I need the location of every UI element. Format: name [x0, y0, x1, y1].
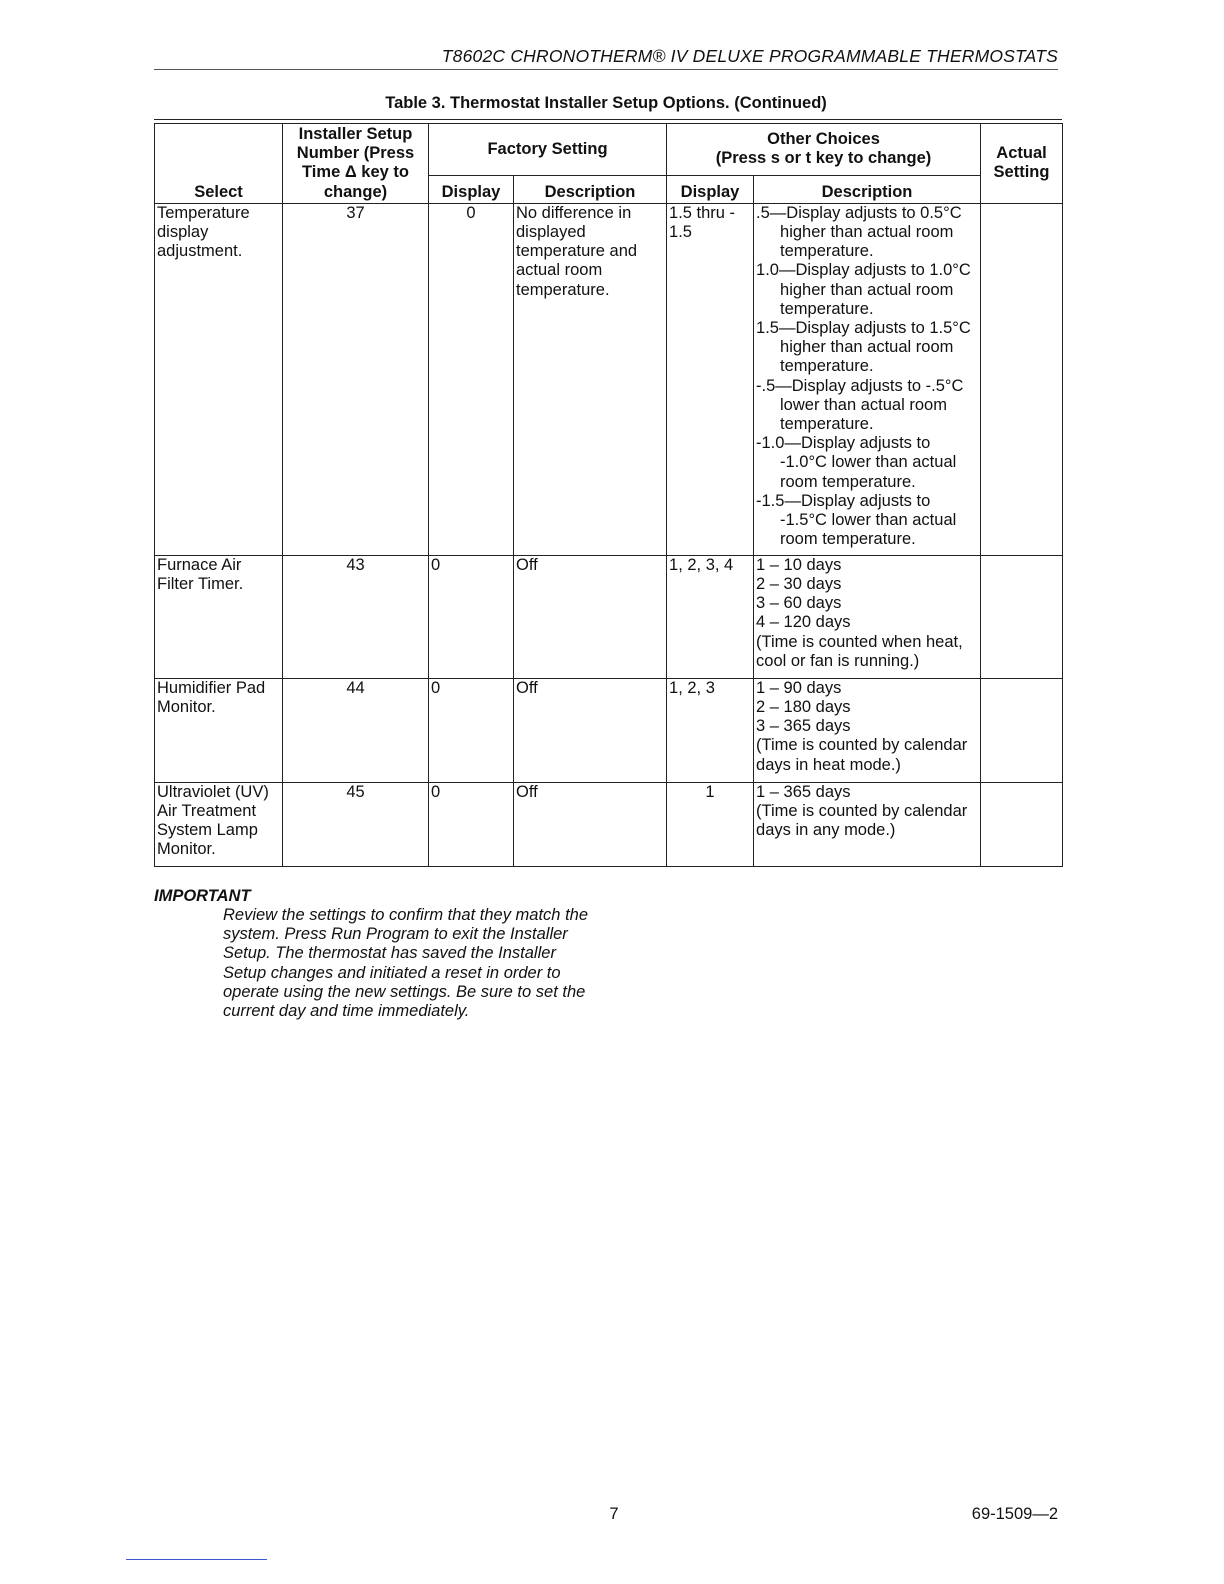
cell-other-display: 1	[667, 782, 754, 866]
cell-other-display: 1, 2, 3	[667, 678, 754, 782]
document-number: 69-1509—2	[971, 1505, 1058, 1523]
cell-setup-number: 45	[283, 782, 429, 866]
cell-factory-display: 0	[429, 782, 514, 866]
installer-setup-table	[154, 123, 1063, 867]
cell-actual-setting	[981, 678, 1063, 782]
header-setup-number: Installer Setup Number (Press Time Δ key to change)	[283, 124, 429, 204]
header-factory-setting: Factory Setting	[429, 124, 667, 176]
setup-table-container	[154, 119, 1062, 867]
cell-other-description: 1 – 10 days 2 – 30 days 3 – 60 days 4 – 120 days (Time is counted when heat, cool or fan is running.)	[754, 555, 981, 678]
important-note: Review the settings to confirm that they match the system. Press Run Program to exit the Installer Setup. The thermostat has saved the Installer Setup changes and initiated a reset in order to operate using the new settings. Be sure to set the current day and time immediately.	[223, 906, 589, 1021]
cell-factory-display: 0	[429, 203, 514, 555]
cell-actual-setting	[981, 555, 1063, 678]
header-factory-description: Description	[514, 175, 667, 203]
table-row	[155, 203, 1063, 555]
cell-select: Humidifier Pad Monitor.	[155, 678, 283, 782]
cell-factory-description: Off	[514, 555, 667, 678]
cell-actual-setting	[981, 782, 1063, 866]
cell-other-description: 1 – 90 days 2 – 180 days 3 – 365 days (Time is counted by calendar days in heat mode.)	[754, 678, 981, 782]
cell-factory-description: Off	[514, 678, 667, 782]
table-row	[155, 555, 1063, 678]
header-rule	[154, 69, 1058, 70]
header-actual-setting: Actual Setting	[981, 124, 1063, 204]
cell-factory-description: No difference in displayed temperature and actual room temperature.	[514, 203, 667, 555]
page-number: 7	[609, 1505, 619, 1523]
running-header: T8602C CHRONOTHERM® IV DELUXE PROGRAMMABLE THERMOSTATS	[441, 46, 1058, 66]
cell-select: Furnace Air Filter Timer.	[155, 555, 283, 678]
table-top-rule	[154, 119, 1062, 120]
footer-rule	[126, 1559, 267, 1560]
header-other-display: Display	[667, 175, 754, 203]
header-other-description: Description	[754, 175, 981, 203]
table-row	[155, 782, 1063, 866]
header-select: Select	[155, 124, 283, 204]
cell-actual-setting	[981, 203, 1063, 555]
cell-select: Temperature display adjustment.	[155, 203, 283, 555]
cell-other-display: 1, 2, 3, 4	[667, 555, 754, 678]
table-row	[155, 678, 1063, 782]
header-factory-display: Display	[429, 175, 514, 203]
cell-other-description: .5—Display adjusts to 0.5°C higher than actual room temperature. 1.0—Display adjusts to 1.0°C higher than actual room temperature. 1.5—Display adjusts to 1.5°C higher than actual room temperature. -.5—Display adjusts to -.5°C lower than actual room temperature. -1.0—Display adjusts to -1.0°C lower than actual room temperature. -1.5—Display adjusts to -1.5°C lower than actual room temperature.	[754, 203, 981, 555]
header-other-choices: Other Choices (Press s or t key to change)	[667, 124, 981, 176]
cell-other-display: 1.5 thru - 1.5	[667, 203, 754, 555]
cell-setup-number: 44	[283, 678, 429, 782]
cell-factory-display: 0	[429, 555, 514, 678]
cell-setup-number: 43	[283, 555, 429, 678]
cell-setup-number: 37	[283, 203, 429, 555]
cell-factory-display: 0	[429, 678, 514, 782]
cell-select: Ultraviolet (UV) Air Treatment System Lamp Monitor.	[155, 782, 283, 866]
cell-other-description: 1 – 365 days (Time is counted by calendar days in any mode.)	[754, 782, 981, 866]
cell-factory-description: Off	[514, 782, 667, 866]
important-label: IMPORTANT	[154, 887, 251, 905]
table-caption: Table 3. Thermostat Installer Setup Options. (Continued)	[385, 94, 827, 112]
